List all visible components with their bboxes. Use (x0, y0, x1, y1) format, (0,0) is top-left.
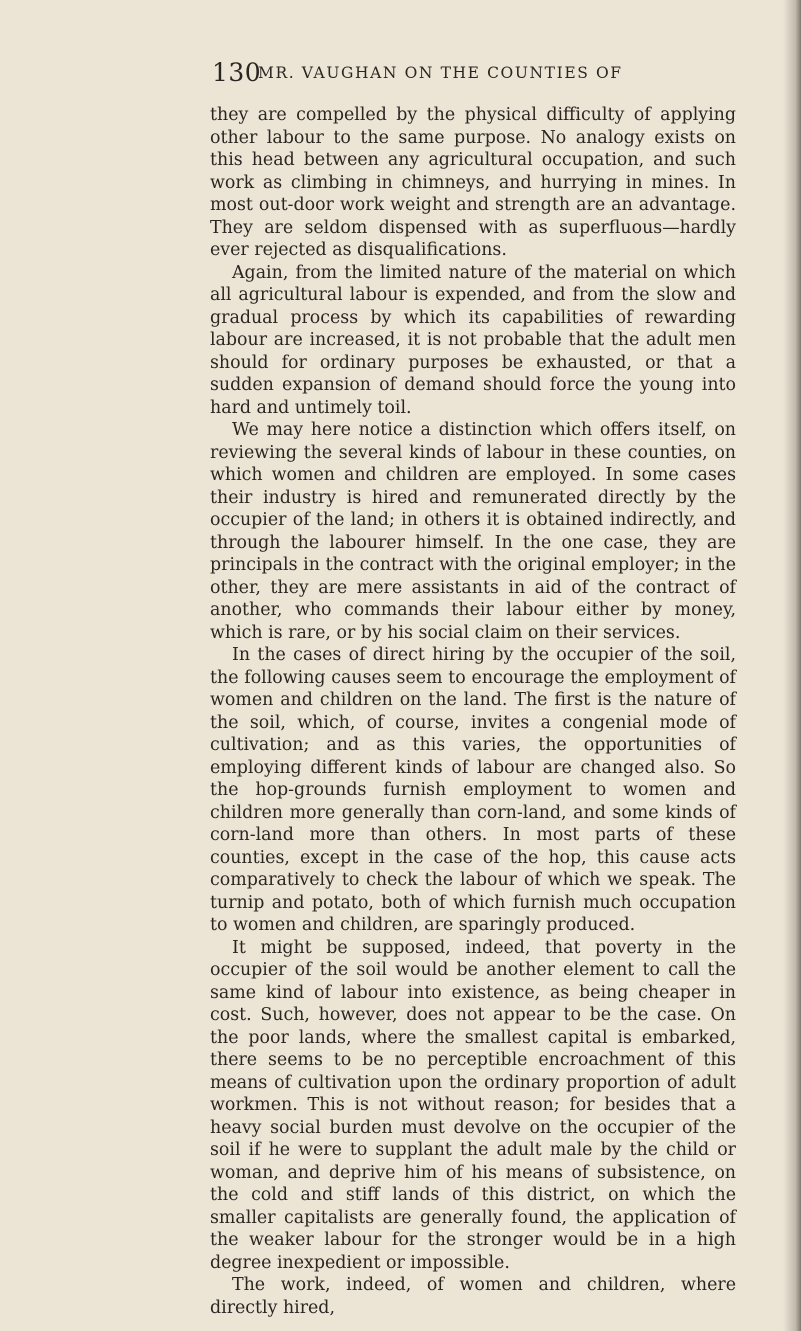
paragraph: In the cases of direct hiring by the occupier of the soil, the following causes seem to encourage the employment of women and children on the land. The first is the nature of the soil, which, of course, invites a congenial mode of cultivation; and as this varies, the opportunities of employing different kinds of labour are changed also. So the hop-grounds furnish employment to women and children more generally than corn-land, and some kinds of corn-land more than others. In most parts of these counties, except in the case of the hop, this cause acts comparatively to check the labour of which we speak. The turnip and potato, both of which furnish much occupation to women and children, are sparingly produced. (210, 645, 736, 935)
paragraph: We may here notice a distinction which offers itself, on reviewing the several kinds of labour in these counties, on which women and children are employed. In some cases their industry is hired and remunerated directly by the occupier of the land; in others it is obtained indirectly, and through the labourer himself. In the one case, they are principals in the contract with the original employer; in the other, they are mere assistants in aid of the contract of another, who commands their labour either by money, which is rare, or by his social claim on their services. (210, 420, 736, 643)
page-number: 130 (212, 58, 262, 87)
paragraph: Again, from the limited nature of the material on which all agricultural labour is expended, and from the slow and gradual process by which its capabilities of rewarding labour are increased, it is not probable that the adult men should for ordinary purposes be exhausted, or that a sudden expansion of demand should force the young into hard and untimely toil. (210, 262, 736, 418)
page-edge-shadow (783, 0, 801, 1331)
running-title: MR. VAUGHAN ON THE COUNTIES OF (258, 64, 623, 82)
paragraph-trailing: The work, indeed, of women and children, where directly hired, (210, 1275, 736, 1318)
paragraph-continued: they are compelled by the physical difficulty of applying other labour to the same purpose. No analogy exists on this head between any agricultural occupation, and such work as climbing in chimneys, and hurrying in mines. In most out-door work weight and strength are an advantage. They are seldom dispensed with as superfluous—hardly ever rejected as disqualifications. (210, 105, 736, 260)
body-text (210, 104, 736, 1319)
paragraph: It might be supposed, indeed, that poverty in the occupier of the soil would be another element to call the same kind of labour into existence, as being cheaper in cost. Such, however, does not appear to be the case. On the poor lands, where the smallest capital is embarked, there seems to be no perceptible encroachment of this means of cultivation upon the ordinary proportion of adult workmen. This is not without reason; for besides that a heavy social burden must devolve on the occupier of the soil if he were to supplant the adult male by the child or woman, and deprive him of his means of subsistence, on the cold and stiff lands of this district, on which the smaller capitalists are generally found, the application of the weaker labour for the stronger would be in a high degree inexpedient or impossible. (210, 937, 736, 1273)
